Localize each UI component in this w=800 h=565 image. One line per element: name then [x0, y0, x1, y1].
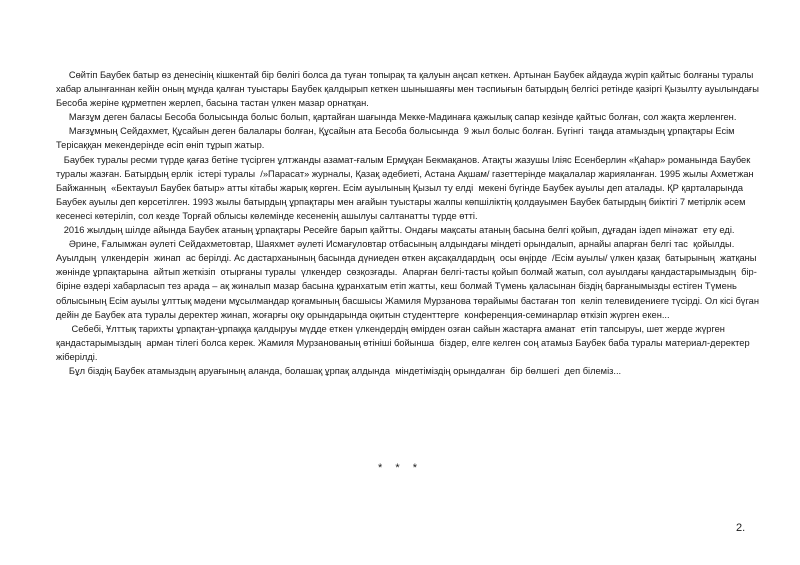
page-number: 2. [736, 522, 746, 534]
paragraph-3: Мағзұмның Сейдахмет, Құсайын деген балалары болған, Құсайын ата Бесоба болысында 9 жыл болыс болған. Бүгінгі таңда атамыздың ұрпақтары Есім Терісаққан мекендерінде өсіп өніп тұрып жатыр. [56, 126, 738, 151]
paragraph-5: 2016 жылдың шілде айында Баубек атаның ұрпақтары Ресейге барып қайтты. Ондағы мақсаты атаның басына белгі қойып, дұғадан іздеп мінәжат ету еді. [56, 225, 735, 236]
paragraph-8: Бұл біздің Баубек атамыздың аруағының аланда, болашақ ұрпақ алдында міндетіміздің орындалған бір бөлшегі деп білеміз... [56, 365, 622, 376]
document-body [56, 68, 762, 378]
section-separator: * * * [378, 462, 422, 474]
paragraph-4: Баубек туралы ресми түрде қағаз бетіне түсірген ұлтжанды азамат-ғалым Ермұқан Бекмақанов. Атақты жазушы Іліяс Есенберлин «Қаһар» романында Баубек туралы жазған. Батырдың ерлік істері туралы /»Парасат» журналы, Қазақ әдебиеті, Астана Ақшам/ газеттерінде мақалалар жарияланған. 1995 жылы Ахметжан Байжанның «Бектауыл Баубек батыр» атты кітабы жарық көрген. Есім ауылының Қызыл ту елді мекені бүгінде Баубек ауылы деп аталады. ҚР қарталарында Баубек ауылы деп көрсетілген. 1993 жылы батырдың ұрпақтары мен ағайын туыстары жалпы көпшіліктің қолдауымен Баубек батырдың биіктігі 7 метірлік әсем кесенесі көтеріліп, сол кезде Торғай облысы көлемінде кесененің ашылуы салтанатты түрде өтті. [56, 154, 757, 221]
paragraph-6: Әрине, Ғалымжан әулеті Сейдахметовтар, Шаяхмет әулеті Исмағуловтар отбасының алдындағы міндеті орындалып, арнайы апарған белгі тас қойылды. Ауылдың үлкендерін жинап ас берілді. Ас дастарханының басында дүниеден өткен ақсақалдардың осы өңірде /Есім ауылы/ үлкен қазақ батырының жатқаны жөнінде ұрпақтарына айтып жеткізіп отырғаны туралы үлкендер сөзқозғады. Апарған белгі-тасты қойып болмай жатып, сол ауылдағы қандастарымыздың бір-біріне өздері хабарласып тез арада – ақ жиналып мазар басына құранхатым етіп жатты, кеш болмай Түмень қаласынан біздің барғанымызды естіген Түмень облысының Есім ауылы ұлттық мәдени мұсылмандар қоғамының басшысы Жамиля Мурзанова төрайымы бастаған топ келіп телевидениеге түсірді. Ол кісі бүган дейін де Баубек ата туралы деректер жинап, жоғарғы оқу орындарында оқитын студенттерге конференция-семинарлар өткізіп жүрген екен... [56, 239, 762, 320]
paragraph-2: Мағзұм деген баласы Бесоба болысында болыс болып, қартайған шағында Мекке-Мадинаға қажылық сапар кезінде қайтыс болған, сол жақта жерленген. [56, 112, 737, 123]
paragraph-7: Себебі, Ұлттық тарихты ұрпақтан-ұрпаққа қалдыруы мүдде еткен үлкендердің өмірден озған сайын жастарға аманат етіп тапсыруы, шет жерде жүрген қандастарымыздың арман тілегі болса керек. Жамиля Мурзанованың өтініші бойынша біздер, елге келген соң атамыз Баубек баба туралы материал-деректер жіберілді. [56, 323, 753, 362]
paragraph-1: Сөйтіп Баубек батыр өз денесінің кішкентай бір бөлігі болса да туған топырақ та қалуын аңсап кеткен. Артынан Баубек айдауда жүріп қайтыс болғаны туралы хабар алынғаннан кейін оның мұнда қалған туыстары Баубек қалдырып кеткен шынышаяғы мен тәспиығын батырдың белгісі ретінде қазіргі Қызылту ауылындағы Бесоба жеріне құрметпен жерлеп, басына тастан үлкен мазар орнатқан. [56, 70, 762, 109]
